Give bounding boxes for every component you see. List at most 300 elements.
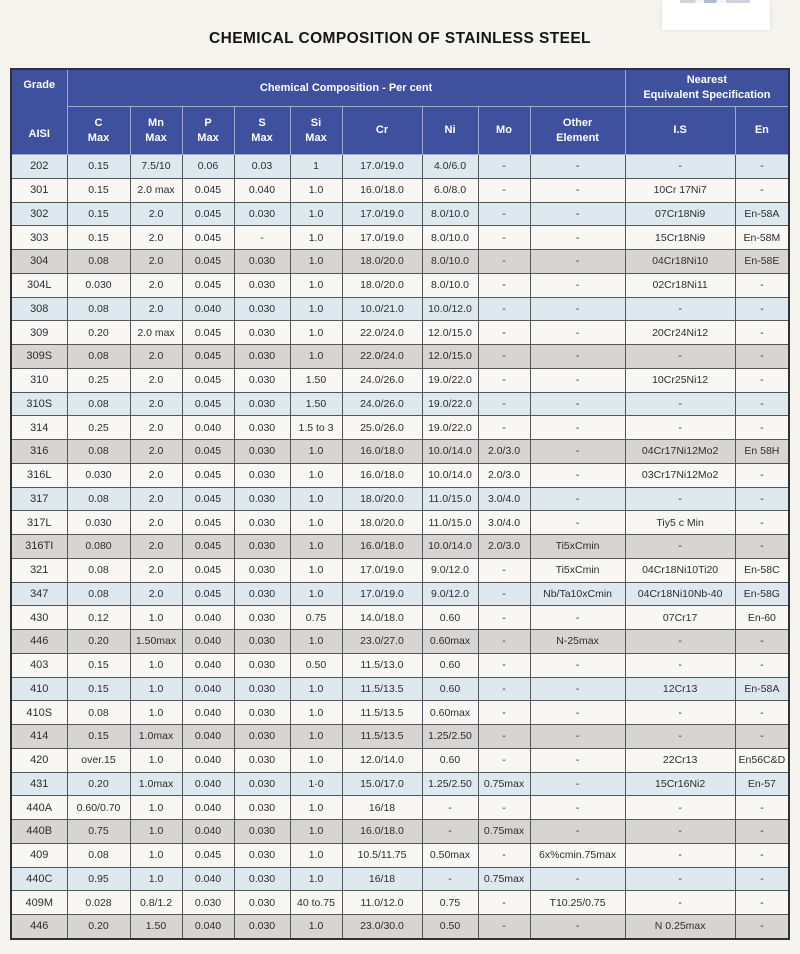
cell-en: -	[735, 891, 789, 915]
cell-c-max: 0.20	[67, 915, 130, 939]
cell-grade: 304	[11, 250, 67, 274]
cell-en: -	[735, 915, 789, 939]
cell-si-max: 1.0	[290, 226, 342, 250]
cell-ni: 1.25/2.50	[422, 772, 478, 796]
cell-si-max: 1.0	[290, 867, 342, 891]
cell-cr: 25.0/26.0	[342, 416, 422, 440]
cell-c-max: 0.08	[67, 843, 130, 867]
cell-s-max: 0.030	[234, 820, 290, 844]
cell-other-element: -	[530, 368, 625, 392]
cell-is: -	[625, 891, 735, 915]
cell-s-max: 0.030	[234, 250, 290, 274]
cell-mo: -	[478, 653, 530, 677]
table-row	[11, 178, 789, 202]
cell-p-max: 0.040	[182, 725, 234, 749]
cell-s-max: 0.030	[234, 677, 290, 701]
cell-mn-max: 1.0	[130, 796, 182, 820]
cell-en: En-60	[735, 606, 789, 630]
cell-is: -	[625, 796, 735, 820]
cell-ni: 19.0/22.0	[422, 416, 478, 440]
cell-grade: 347	[11, 582, 67, 606]
cell-mn-max: 2.0	[130, 487, 182, 511]
cell-p-max: 0.040	[182, 748, 234, 772]
cell-cr: 15.0/17.0	[342, 772, 422, 796]
cell-is: -	[625, 487, 735, 511]
cell-en: -	[735, 321, 789, 345]
cell-p-max: 0.045	[182, 843, 234, 867]
cell-p-max: 0.045	[182, 535, 234, 559]
cell-s-max: 0.040	[234, 178, 290, 202]
cell-cr: 16.0/18.0	[342, 820, 422, 844]
cell-grade: 314	[11, 416, 67, 440]
cell-mo: -	[478, 345, 530, 369]
cell-grade: 302	[11, 202, 67, 226]
cell-s-max: 0.030	[234, 440, 290, 464]
cell-mo: 3.0/4.0	[478, 487, 530, 511]
cell-mn-max: 1.0	[130, 606, 182, 630]
cell-ni: 12.0/15.0	[422, 321, 478, 345]
cell-other-element: -	[530, 463, 625, 487]
cell-is: -	[625, 725, 735, 749]
cell-en: -	[735, 487, 789, 511]
cell-en: -	[735, 796, 789, 820]
cell-c-max: 0.20	[67, 772, 130, 796]
cell-en: En-58A	[735, 202, 789, 226]
cell-mn-max: 2.0	[130, 392, 182, 416]
table-row	[11, 606, 789, 630]
table-row	[11, 321, 789, 345]
cell-mo: 0.75max	[478, 772, 530, 796]
cell-si-max: 1.0	[290, 748, 342, 772]
cell-p-max: 0.045	[182, 178, 234, 202]
cell-cr: 11.5/13.5	[342, 677, 422, 701]
cell-mn-max: 1.50max	[130, 630, 182, 654]
cell-c-max: 0.028	[67, 891, 130, 915]
cell-s-max: 0.030	[234, 345, 290, 369]
cell-s-max: 0.030	[234, 463, 290, 487]
cell-c-max: over.15	[67, 748, 130, 772]
cell-mn-max: 1.0	[130, 701, 182, 725]
cell-ni: 10.0/14.0	[422, 463, 478, 487]
table-row	[11, 796, 789, 820]
cell-mo: 2.0/3.0	[478, 463, 530, 487]
cell-mo: -	[478, 915, 530, 939]
table-row	[11, 392, 789, 416]
table-row	[11, 297, 789, 321]
cell-mn-max: 2.0	[130, 273, 182, 297]
cell-p-max: 0.045	[182, 321, 234, 345]
cell-en: -	[735, 178, 789, 202]
header-nearest-span	[625, 69, 789, 107]
cell-grade: 430	[11, 606, 67, 630]
header-aisi-label: AISI	[28, 128, 50, 140]
cell-p-max: 0.040	[182, 630, 234, 654]
cell-s-max: 0.030	[234, 582, 290, 606]
cell-ni: 10.0/14.0	[422, 440, 478, 464]
cell-is: -	[625, 297, 735, 321]
cell-is: 04Cr18Ni10Ti20	[625, 558, 735, 582]
cell-ni: 6.0/8.0	[422, 178, 478, 202]
cell-si-max: 1.0	[290, 843, 342, 867]
cell-is: 12Cr13	[625, 677, 735, 701]
cell-other-element: -	[530, 250, 625, 274]
cell-other-element: -	[530, 701, 625, 725]
cell-en: -	[735, 725, 789, 749]
cell-si-max: 1.0	[290, 511, 342, 535]
cell-mo: -	[478, 558, 530, 582]
cell-is: 07Cr18Ni9	[625, 202, 735, 226]
table-row	[11, 772, 789, 796]
cell-other-element: -	[530, 416, 625, 440]
cell-cr: 11.5/13.5	[342, 725, 422, 749]
cell-cr: 11.5/13.5	[342, 701, 422, 725]
cell-ni: 19.0/22.0	[422, 392, 478, 416]
cell-c-max: 0.08	[67, 701, 130, 725]
cell-mo: 2.0/3.0	[478, 535, 530, 559]
cell-p-max: 0.045	[182, 511, 234, 535]
cell-ni: 1.25/2.50	[422, 725, 478, 749]
cell-en: -	[735, 345, 789, 369]
cell-is: -	[625, 630, 735, 654]
cell-grade: 440B	[11, 820, 67, 844]
cell-en: -	[735, 820, 789, 844]
cell-mo: 3.0/4.0	[478, 511, 530, 535]
cell-grade: 317	[11, 487, 67, 511]
cell-en: -	[735, 653, 789, 677]
cell-is: 03Cr17Ni12Mo2	[625, 463, 735, 487]
cell-c-max: 0.08	[67, 440, 130, 464]
cell-mn-max: 2.0	[130, 416, 182, 440]
cell-mo: -	[478, 321, 530, 345]
header-col-s-max: S Max	[234, 107, 290, 155]
cell-grade: 303	[11, 226, 67, 250]
cell-en: -	[735, 416, 789, 440]
header-col-is: I.S	[625, 107, 735, 155]
cell-si-max: 1.0	[290, 202, 342, 226]
cell-si-max: 1.0	[290, 487, 342, 511]
cell-s-max: 0.030	[234, 297, 290, 321]
cell-si-max: 40 to.75	[290, 891, 342, 915]
cell-grade: 309S	[11, 345, 67, 369]
table-row	[11, 582, 789, 606]
cell-c-max: 0.08	[67, 558, 130, 582]
cell-c-max: 0.25	[67, 368, 130, 392]
cell-ni: 19.0/22.0	[422, 368, 478, 392]
cell-grade: 304L	[11, 273, 67, 297]
cell-c-max: 0.080	[67, 535, 130, 559]
cell-cr: 11.0/12.0	[342, 891, 422, 915]
cell-other-element: T10.25/0.75	[530, 891, 625, 915]
cell-p-max: 0.06	[182, 155, 234, 179]
cell-c-max: 0.15	[67, 202, 130, 226]
cell-c-max: 0.15	[67, 178, 130, 202]
cell-cr: 23.0/30.0	[342, 915, 422, 939]
cell-c-max: 0.15	[67, 677, 130, 701]
cell-s-max: 0.030	[234, 321, 290, 345]
cell-cr: 24.0/26.0	[342, 392, 422, 416]
cell-other-element: -	[530, 796, 625, 820]
cell-other-element: -	[530, 226, 625, 250]
cell-grade: 316L	[11, 463, 67, 487]
cell-is: 10Cr 17Ni7	[625, 178, 735, 202]
cell-ni: 0.50	[422, 915, 478, 939]
cell-p-max: 0.045	[182, 463, 234, 487]
cell-mn-max: 1.0max	[130, 725, 182, 749]
cell-cr: 16/18	[342, 796, 422, 820]
cell-grade: 409M	[11, 891, 67, 915]
cell-c-max: 0.030	[67, 463, 130, 487]
cell-other-element: -	[530, 867, 625, 891]
cell-is: 22Cr13	[625, 748, 735, 772]
cell-ni: 0.60	[422, 653, 478, 677]
cell-grade: 403	[11, 653, 67, 677]
cell-si-max: 1.0	[290, 178, 342, 202]
cell-s-max: 0.030	[234, 535, 290, 559]
cell-c-max: 0.20	[67, 321, 130, 345]
cell-cr: 18.0/20.0	[342, 250, 422, 274]
table-row	[11, 273, 789, 297]
cell-en: En 58H	[735, 440, 789, 464]
cell-mn-max: 2.0	[130, 558, 182, 582]
cell-c-max: 0.75	[67, 820, 130, 844]
cell-ni: 12.0/15.0	[422, 345, 478, 369]
cell-en: En-58M	[735, 226, 789, 250]
cell-si-max: 1.0	[290, 701, 342, 725]
cell-s-max: 0.030	[234, 891, 290, 915]
cell-grade: 317L	[11, 511, 67, 535]
cell-other-element: -	[530, 440, 625, 464]
cell-grade: 301	[11, 178, 67, 202]
header-composition-span: Chemical Composition - Per cent	[67, 69, 625, 107]
cell-is: 04Cr18Ni10	[625, 250, 735, 274]
cell-c-max: 0.12	[67, 606, 130, 630]
cell-si-max: 1.0	[290, 915, 342, 939]
cell-cr: 18.0/20.0	[342, 511, 422, 535]
header-col-mn-max: Mn Max	[130, 107, 182, 155]
cell-cr: 18.0/20.0	[342, 273, 422, 297]
cell-grade: 316	[11, 440, 67, 464]
cell-mo: 0.75max	[478, 867, 530, 891]
cell-cr: 11.5/13.0	[342, 653, 422, 677]
cell-p-max: 0.040	[182, 867, 234, 891]
cell-mo: -	[478, 416, 530, 440]
table-row	[11, 535, 789, 559]
table-row	[11, 416, 789, 440]
cell-is: 04Cr17Ni12Mo2	[625, 440, 735, 464]
cell-is: -	[625, 653, 735, 677]
table-row	[11, 463, 789, 487]
cell-ni: 8.0/10.0	[422, 250, 478, 274]
header-col-en: En	[735, 107, 789, 155]
cell-mo: -	[478, 843, 530, 867]
cell-cr: 17.0/19.0	[342, 226, 422, 250]
cell-s-max: 0.030	[234, 202, 290, 226]
cell-mn-max: 1.0	[130, 653, 182, 677]
cell-s-max: 0.030	[234, 867, 290, 891]
cell-ni: 8.0/10.0	[422, 202, 478, 226]
cell-c-max: 0.030	[67, 511, 130, 535]
cell-cr: 16/18	[342, 867, 422, 891]
cell-c-max: 0.08	[67, 345, 130, 369]
cell-si-max: 1.0	[290, 345, 342, 369]
cell-c-max: 0.15	[67, 226, 130, 250]
cell-s-max: 0.030	[234, 606, 290, 630]
cell-mo: -	[478, 297, 530, 321]
cell-grade: 310S	[11, 392, 67, 416]
cell-p-max: 0.045	[182, 226, 234, 250]
cell-mo: -	[478, 891, 530, 915]
table-row	[11, 915, 789, 939]
cell-si-max: 1.0	[290, 273, 342, 297]
cell-grade: 446	[11, 630, 67, 654]
header-col-other-element: Other Element	[530, 107, 625, 155]
cell-si-max: 1·0	[290, 772, 342, 796]
cell-en: -	[735, 297, 789, 321]
cell-en: -	[735, 511, 789, 535]
cell-p-max: 0.045	[182, 440, 234, 464]
cell-c-max: 0.08	[67, 392, 130, 416]
cell-mo: -	[478, 392, 530, 416]
table-row	[11, 345, 789, 369]
cell-mo: -	[478, 725, 530, 749]
cell-s-max: 0.030	[234, 796, 290, 820]
cell-is: 10Cr25Ni12	[625, 368, 735, 392]
cell-c-max: 0.08	[67, 487, 130, 511]
cell-mn-max: 2.0 max	[130, 178, 182, 202]
cell-ni: 11.0/15.0	[422, 487, 478, 511]
cell-ni: 0.50max	[422, 843, 478, 867]
cell-p-max: 0.045	[182, 582, 234, 606]
cell-mn-max: 2.0	[130, 440, 182, 464]
cell-s-max: 0.030	[234, 725, 290, 749]
table-row	[11, 653, 789, 677]
table-row	[11, 701, 789, 725]
cell-ni: 0.60max	[422, 701, 478, 725]
cell-si-max: 1.0	[290, 250, 342, 274]
cell-ni: 0.60	[422, 677, 478, 701]
cell-c-max: 0.15	[67, 725, 130, 749]
cell-en: -	[735, 535, 789, 559]
cell-other-element: Nb/Ta10xCmin	[530, 582, 625, 606]
cell-cr: 17.0/19.0	[342, 155, 422, 179]
cell-cr: 24.0/26.0	[342, 368, 422, 392]
cell-c-max: 0.60/0.70	[67, 796, 130, 820]
cell-grade: 321	[11, 558, 67, 582]
cell-en: En-57	[735, 772, 789, 796]
cell-mn-max: 2.0	[130, 463, 182, 487]
cell-en: -	[735, 630, 789, 654]
header-col-si-max: Si Max	[290, 107, 342, 155]
cell-p-max: 0.040	[182, 772, 234, 796]
cell-ni: -	[422, 820, 478, 844]
cell-ni: 0.75	[422, 891, 478, 915]
cell-other-element: -	[530, 345, 625, 369]
cell-mn-max: 1.0max	[130, 772, 182, 796]
cell-ni: -	[422, 796, 478, 820]
cell-c-max: 0.08	[67, 250, 130, 274]
cell-cr: 23.0/27.0	[342, 630, 422, 654]
cell-si-max: 1.0	[290, 820, 342, 844]
cell-p-max: 0.040	[182, 653, 234, 677]
cell-mo: -	[478, 273, 530, 297]
cell-p-max: 0.030	[182, 891, 234, 915]
cell-other-element: -	[530, 653, 625, 677]
table-row	[11, 250, 789, 274]
cell-ni: 11.0/15.0	[422, 511, 478, 535]
cell-mn-max: 1.0	[130, 677, 182, 701]
cell-other-element: -	[530, 820, 625, 844]
cell-si-max: 1.0	[290, 558, 342, 582]
cell-other-element: -	[530, 273, 625, 297]
cell-is: 20Cr24Ni12	[625, 321, 735, 345]
table-body	[11, 155, 789, 939]
cell-p-max: 0.040	[182, 416, 234, 440]
cell-mn-max: 2.0	[130, 297, 182, 321]
page-title: CHEMICAL COMPOSITION OF STAINLESS STEEL	[209, 30, 591, 47]
cell-c-max: 0.08	[67, 582, 130, 606]
cell-si-max: 1.5 to 3	[290, 416, 342, 440]
cell-p-max: 0.040	[182, 796, 234, 820]
cell-is: 02Cr18Ni11	[625, 273, 735, 297]
cell-other-element: -	[530, 392, 625, 416]
cell-grade: 440C	[11, 867, 67, 891]
cell-grade: 431	[11, 772, 67, 796]
cell-mn-max: 7.5/10	[130, 155, 182, 179]
cell-s-max: 0.030	[234, 558, 290, 582]
cell-p-max: 0.045	[182, 558, 234, 582]
cell-mn-max: 1.0	[130, 867, 182, 891]
cell-is: 04Cr18Ni10Nb-40	[625, 582, 735, 606]
cell-s-max: 0.030	[234, 273, 290, 297]
cell-grade: 308	[11, 297, 67, 321]
cell-is: -	[625, 155, 735, 179]
cell-mn-max: 2.0	[130, 345, 182, 369]
cell-other-element: Ti5xCmin	[530, 535, 625, 559]
composition-table	[10, 68, 790, 940]
cell-grade: 409	[11, 843, 67, 867]
cell-en: -	[735, 843, 789, 867]
cell-grade: 202	[11, 155, 67, 179]
cell-s-max: -	[234, 226, 290, 250]
cell-mn-max: 2.0	[130, 250, 182, 274]
cell-si-max: 1.0	[290, 321, 342, 345]
header-nearest-line1: Nearest	[686, 74, 728, 87]
cell-en: En-58G	[735, 582, 789, 606]
header-col-ni: Ni	[422, 107, 478, 155]
cell-ni: 0.60	[422, 606, 478, 630]
cell-mn-max: 0.8/1.2	[130, 891, 182, 915]
cell-mo: -	[478, 202, 530, 226]
cell-cr: 14.0/18.0	[342, 606, 422, 630]
cell-s-max: 0.030	[234, 416, 290, 440]
cell-c-max: 0.030	[67, 273, 130, 297]
cell-s-max: 0.030	[234, 511, 290, 535]
cell-cr: 17.0/19.0	[342, 202, 422, 226]
cell-si-max: 1.0	[290, 677, 342, 701]
cell-mo: -	[478, 677, 530, 701]
header-grade-label: Grade	[23, 79, 56, 91]
cell-p-max: 0.045	[182, 250, 234, 274]
cell-cr: 22.0/24.0	[342, 345, 422, 369]
cell-p-max: 0.045	[182, 345, 234, 369]
table-row	[11, 677, 789, 701]
cell-c-max: 0.25	[67, 416, 130, 440]
cell-mn-max: 1.50	[130, 915, 182, 939]
cell-si-max: 1.50	[290, 392, 342, 416]
cell-is: N 0.25max	[625, 915, 735, 939]
cell-mo: -	[478, 226, 530, 250]
cell-other-element: -	[530, 772, 625, 796]
